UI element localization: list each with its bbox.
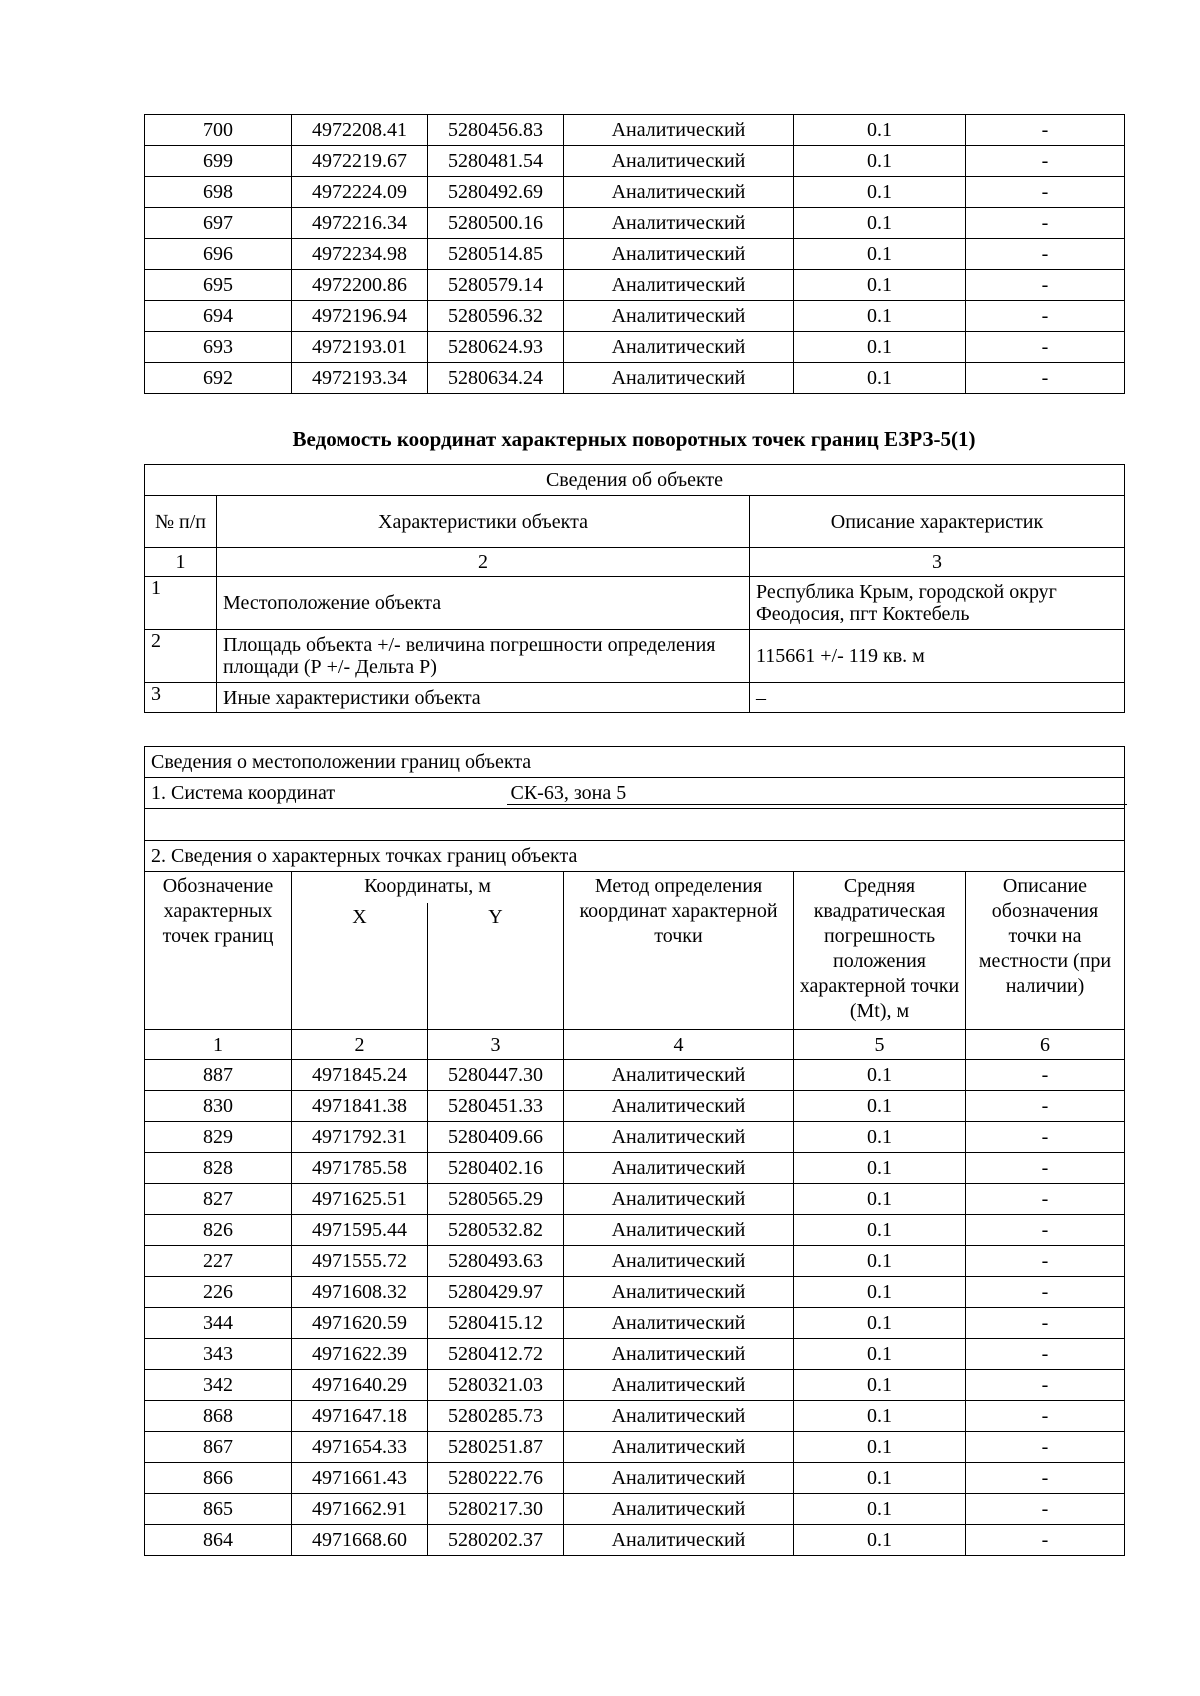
point-description: - xyxy=(966,115,1125,146)
coord-x: 4971662.91 xyxy=(292,1494,428,1525)
point-id: 693 xyxy=(145,332,292,363)
point-id: 692 xyxy=(145,363,292,394)
accuracy: 0.1 xyxy=(794,301,966,332)
top-table-body xyxy=(145,115,1125,394)
point-id: 698 xyxy=(145,177,292,208)
characteristic-name: Иные характеристики объекта xyxy=(217,683,750,713)
coord-y: 5280251.87 xyxy=(428,1432,564,1463)
table-row xyxy=(145,208,1125,239)
point-id: 697 xyxy=(145,208,292,239)
coord-y: 5280532.82 xyxy=(428,1215,564,1246)
boundary-table-body xyxy=(145,747,1125,1556)
table-row xyxy=(145,332,1125,363)
coord-y: 5280415.12 xyxy=(428,1308,564,1339)
table-row xyxy=(145,1277,1125,1308)
empty-row xyxy=(145,809,1125,841)
coord-x: 4971608.32 xyxy=(292,1277,428,1308)
characteristic-value: – xyxy=(750,683,1125,713)
object-info-table xyxy=(144,464,1125,713)
method: Аналитический xyxy=(564,146,794,177)
method: Аналитический xyxy=(564,1432,794,1463)
point-description: - xyxy=(966,1401,1125,1432)
point-id: 342 xyxy=(145,1370,292,1401)
page-title: Ведомость координат характерных поворотных точек границ ЕЗРЗ-5(1) xyxy=(292,427,976,451)
point-id: 227 xyxy=(145,1246,292,1277)
col-number-label: 2 xyxy=(292,1030,428,1060)
accuracy: 0.1 xyxy=(794,1401,966,1432)
method: Аналитический xyxy=(564,1122,794,1153)
table-row xyxy=(145,177,1125,208)
point-description: - xyxy=(966,1060,1125,1091)
coord-y: 5280217.30 xyxy=(428,1494,564,1525)
point-description: - xyxy=(966,363,1125,394)
coord-y: 5280624.93 xyxy=(428,332,564,363)
characteristic-value: 115661 +/- 119 кв. м xyxy=(750,630,1125,683)
table-row xyxy=(145,1432,1125,1463)
point-description: - xyxy=(966,1432,1125,1463)
coord-x: 4972200.86 xyxy=(292,270,428,301)
method: Аналитический xyxy=(564,1308,794,1339)
point-description: - xyxy=(966,1153,1125,1184)
table-row xyxy=(145,1339,1125,1370)
point-description: - xyxy=(966,177,1125,208)
point-description: - xyxy=(966,1215,1125,1246)
coord-x: 4971647.18 xyxy=(292,1401,428,1432)
boundary-header: Сведения о местоположении границ объекта xyxy=(145,747,1125,778)
method: Аналитический xyxy=(564,1060,794,1091)
table-row xyxy=(145,1215,1125,1246)
point-description: - xyxy=(966,1463,1125,1494)
point-id: 864 xyxy=(145,1525,292,1556)
point-description: - xyxy=(966,301,1125,332)
characteristic-name: Площадь объекта +/- величина погрешности определения площади (Р +/- Дельта Р) xyxy=(217,630,750,683)
table-row xyxy=(145,239,1125,270)
accuracy: 0.1 xyxy=(794,1432,966,1463)
point-id: 866 xyxy=(145,1463,292,1494)
accuracy: 0.1 xyxy=(794,1246,966,1277)
row-number: 3 xyxy=(145,683,217,713)
col-x-header: X xyxy=(292,903,428,1030)
point-description: - xyxy=(966,1184,1125,1215)
method: Аналитический xyxy=(564,1339,794,1370)
col-description-header: Описание обозначения точки на местности (при наличии) xyxy=(966,872,1125,1030)
accuracy: 0.1 xyxy=(794,1215,966,1246)
coord-x: 4971654.33 xyxy=(292,1432,428,1463)
col-description-header: Описание характеристик xyxy=(750,496,1125,548)
coord-x: 4971595.44 xyxy=(292,1215,428,1246)
point-id: 868 xyxy=(145,1401,292,1432)
row-number: 2 xyxy=(145,630,217,683)
point-id: 887 xyxy=(145,1060,292,1091)
table-row xyxy=(145,1308,1125,1339)
col-accuracy-header: Средняя квадратическая погрешность положения характерной точки (Mt), м xyxy=(794,872,966,1030)
coord-y: 5280285.73 xyxy=(428,1401,564,1432)
point-id: 699 xyxy=(145,146,292,177)
coord-system-value: СК-63, зона 5 xyxy=(507,782,1125,805)
point-description: - xyxy=(966,1494,1125,1525)
table-row xyxy=(145,1463,1125,1494)
coord-x: 4971640.29 xyxy=(292,1370,428,1401)
coord-y: 5280634.24 xyxy=(428,363,564,394)
accuracy: 0.1 xyxy=(794,115,966,146)
coord-x: 4972208.41 xyxy=(292,115,428,146)
coord-y: 5280412.72 xyxy=(428,1339,564,1370)
coord-x: 4972219.67 xyxy=(292,146,428,177)
accuracy: 0.1 xyxy=(794,1339,966,1370)
object-info-header: Сведения об объекте xyxy=(145,465,1125,496)
point-id: 828 xyxy=(145,1153,292,1184)
points-header: 2. Сведения о характерных точках границ объекта xyxy=(145,841,1125,872)
table-row xyxy=(145,270,1125,301)
method: Аналитический xyxy=(564,1277,794,1308)
table-row xyxy=(145,301,1125,332)
col-number-label: 6 xyxy=(966,1030,1125,1060)
method: Аналитический xyxy=(564,1091,794,1122)
row-number: 1 xyxy=(145,577,217,630)
accuracy: 0.1 xyxy=(794,1091,966,1122)
coord-y: 5280429.97 xyxy=(428,1277,564,1308)
boundary-points-table xyxy=(144,746,1125,1556)
point-id: 826 xyxy=(145,1215,292,1246)
coord-x: 4971668.60 xyxy=(292,1525,428,1556)
coord-y: 5280596.32 xyxy=(428,301,564,332)
point-id: 695 xyxy=(145,270,292,301)
method: Аналитический xyxy=(564,1525,794,1556)
col-y-header: Y xyxy=(428,903,564,1030)
method: Аналитический xyxy=(564,1401,794,1432)
table-row xyxy=(145,577,1125,630)
point-id: 700 xyxy=(145,115,292,146)
coord-y: 5280402.16 xyxy=(428,1153,564,1184)
col-number-label: 1 xyxy=(145,1030,292,1060)
method: Аналитический xyxy=(564,1246,794,1277)
coord-x: 4971555.72 xyxy=(292,1246,428,1277)
col-number-label: 3 xyxy=(428,1030,564,1060)
method: Аналитический xyxy=(564,208,794,239)
coord-y: 5280451.33 xyxy=(428,1091,564,1122)
accuracy: 0.1 xyxy=(794,270,966,301)
coord-x: 4972193.01 xyxy=(292,332,428,363)
point-description: - xyxy=(966,1370,1125,1401)
point-id: 865 xyxy=(145,1494,292,1525)
point-description: - xyxy=(966,1122,1125,1153)
point-description: - xyxy=(966,332,1125,363)
coord-y: 5280481.54 xyxy=(428,146,564,177)
point-id: 226 xyxy=(145,1277,292,1308)
accuracy: 0.1 xyxy=(794,146,966,177)
table-row xyxy=(145,1401,1125,1432)
point-description: - xyxy=(966,1277,1125,1308)
accuracy: 0.1 xyxy=(794,1463,966,1494)
coord-y: 5280321.03 xyxy=(428,1370,564,1401)
point-description: - xyxy=(966,239,1125,270)
table-row xyxy=(145,1370,1125,1401)
point-description: - xyxy=(966,1525,1125,1556)
accuracy: 0.1 xyxy=(794,1494,966,1525)
col-number-label: 3 xyxy=(750,548,1125,577)
coord-y: 5280493.63 xyxy=(428,1246,564,1277)
coord-y: 5280409.66 xyxy=(428,1122,564,1153)
coord-y: 5280514.85 xyxy=(428,239,564,270)
coord-y: 5280500.16 xyxy=(428,208,564,239)
accuracy: 0.1 xyxy=(794,1525,966,1556)
table-row xyxy=(145,1494,1125,1525)
point-description: - xyxy=(966,270,1125,301)
point-description: - xyxy=(966,146,1125,177)
accuracy: 0.1 xyxy=(794,1153,966,1184)
accuracy: 0.1 xyxy=(794,1277,966,1308)
point-description: - xyxy=(966,1246,1125,1277)
point-description: - xyxy=(966,208,1125,239)
table-row xyxy=(145,1060,1125,1091)
point-id: 830 xyxy=(145,1091,292,1122)
col-number-label: 4 xyxy=(564,1030,794,1060)
point-id: 827 xyxy=(145,1184,292,1215)
table-row xyxy=(145,1122,1125,1153)
coord-x: 4971661.43 xyxy=(292,1463,428,1494)
table-row xyxy=(145,1153,1125,1184)
method: Аналитический xyxy=(564,177,794,208)
col-number-label: 1 xyxy=(145,548,217,577)
coord-x: 4972224.09 xyxy=(292,177,428,208)
accuracy: 0.1 xyxy=(794,1308,966,1339)
coord-x: 4971841.38 xyxy=(292,1091,428,1122)
method: Аналитический xyxy=(564,1494,794,1525)
coord-x: 4971622.39 xyxy=(292,1339,428,1370)
method: Аналитический xyxy=(564,1153,794,1184)
method: Аналитический xyxy=(564,270,794,301)
table-row xyxy=(145,683,1125,713)
coord-x: 4972196.94 xyxy=(292,301,428,332)
point-description: - xyxy=(966,1339,1125,1370)
point-id: 867 xyxy=(145,1432,292,1463)
coord-x: 4971792.31 xyxy=(292,1122,428,1153)
accuracy: 0.1 xyxy=(794,239,966,270)
characteristic-value: Республика Крым, городской округ Феодосия, пгт Коктебель xyxy=(750,577,1125,630)
accuracy: 0.1 xyxy=(794,363,966,394)
top-coordinates-table xyxy=(144,114,1125,394)
method: Аналитический xyxy=(564,239,794,270)
table-row xyxy=(145,363,1125,394)
col-designation-header: Обозначение характерных точек границ xyxy=(145,872,292,1030)
point-id: 694 xyxy=(145,301,292,332)
accuracy: 0.1 xyxy=(794,1370,966,1401)
coord-y: 5280492.69 xyxy=(428,177,564,208)
coord-system-row xyxy=(145,778,1125,809)
col-coordinates-header: Координаты, м xyxy=(292,872,564,903)
method: Аналитический xyxy=(564,1463,794,1494)
coord-x: 4971785.58 xyxy=(292,1153,428,1184)
point-id: 343 xyxy=(145,1339,292,1370)
table-row xyxy=(145,1184,1125,1215)
col-number-label: 2 xyxy=(217,548,750,577)
table-row xyxy=(145,1525,1125,1556)
coord-x: 4971845.24 xyxy=(292,1060,428,1091)
coord-y: 5280222.76 xyxy=(428,1463,564,1494)
method: Аналитический xyxy=(564,332,794,363)
accuracy: 0.1 xyxy=(794,1184,966,1215)
coord-y: 5280456.83 xyxy=(428,115,564,146)
table-row xyxy=(145,1091,1125,1122)
point-id: 829 xyxy=(145,1122,292,1153)
method: Аналитический xyxy=(564,301,794,332)
coord-y: 5280565.29 xyxy=(428,1184,564,1215)
method: Аналитический xyxy=(564,1370,794,1401)
coord-y: 5280447.30 xyxy=(428,1060,564,1091)
method: Аналитический xyxy=(564,1184,794,1215)
accuracy: 0.1 xyxy=(794,1122,966,1153)
accuracy: 0.1 xyxy=(794,208,966,239)
point-id: 344 xyxy=(145,1308,292,1339)
accuracy: 0.1 xyxy=(794,332,966,363)
col-method-header: Метод определения координат характерной точки xyxy=(564,872,794,1030)
col-num-header: № п/п xyxy=(145,496,217,548)
method: Аналитический xyxy=(564,363,794,394)
table-row xyxy=(145,115,1125,146)
coord-x: 4971625.51 xyxy=(292,1184,428,1215)
table-row xyxy=(145,630,1125,683)
coord-x: 4972234.98 xyxy=(292,239,428,270)
coord-system-label: 1. Система координат xyxy=(151,782,336,804)
point-description: - xyxy=(966,1308,1125,1339)
col-number-label: 5 xyxy=(794,1030,966,1060)
method: Аналитический xyxy=(564,1215,794,1246)
col-characteristics-header: Характеристики объекта xyxy=(217,496,750,548)
characteristic-name: Местоположение объекта xyxy=(217,577,750,630)
method: Аналитический xyxy=(564,115,794,146)
coord-y: 5280579.14 xyxy=(428,270,564,301)
table-row xyxy=(145,146,1125,177)
coord-x: 4972193.34 xyxy=(292,363,428,394)
coord-x: 4972216.34 xyxy=(292,208,428,239)
coord-y: 5280202.37 xyxy=(428,1525,564,1556)
coord-x: 4971620.59 xyxy=(292,1308,428,1339)
table-row xyxy=(145,1246,1125,1277)
accuracy: 0.1 xyxy=(794,177,966,208)
point-id: 696 xyxy=(145,239,292,270)
accuracy: 0.1 xyxy=(794,1060,966,1091)
point-description: - xyxy=(966,1091,1125,1122)
